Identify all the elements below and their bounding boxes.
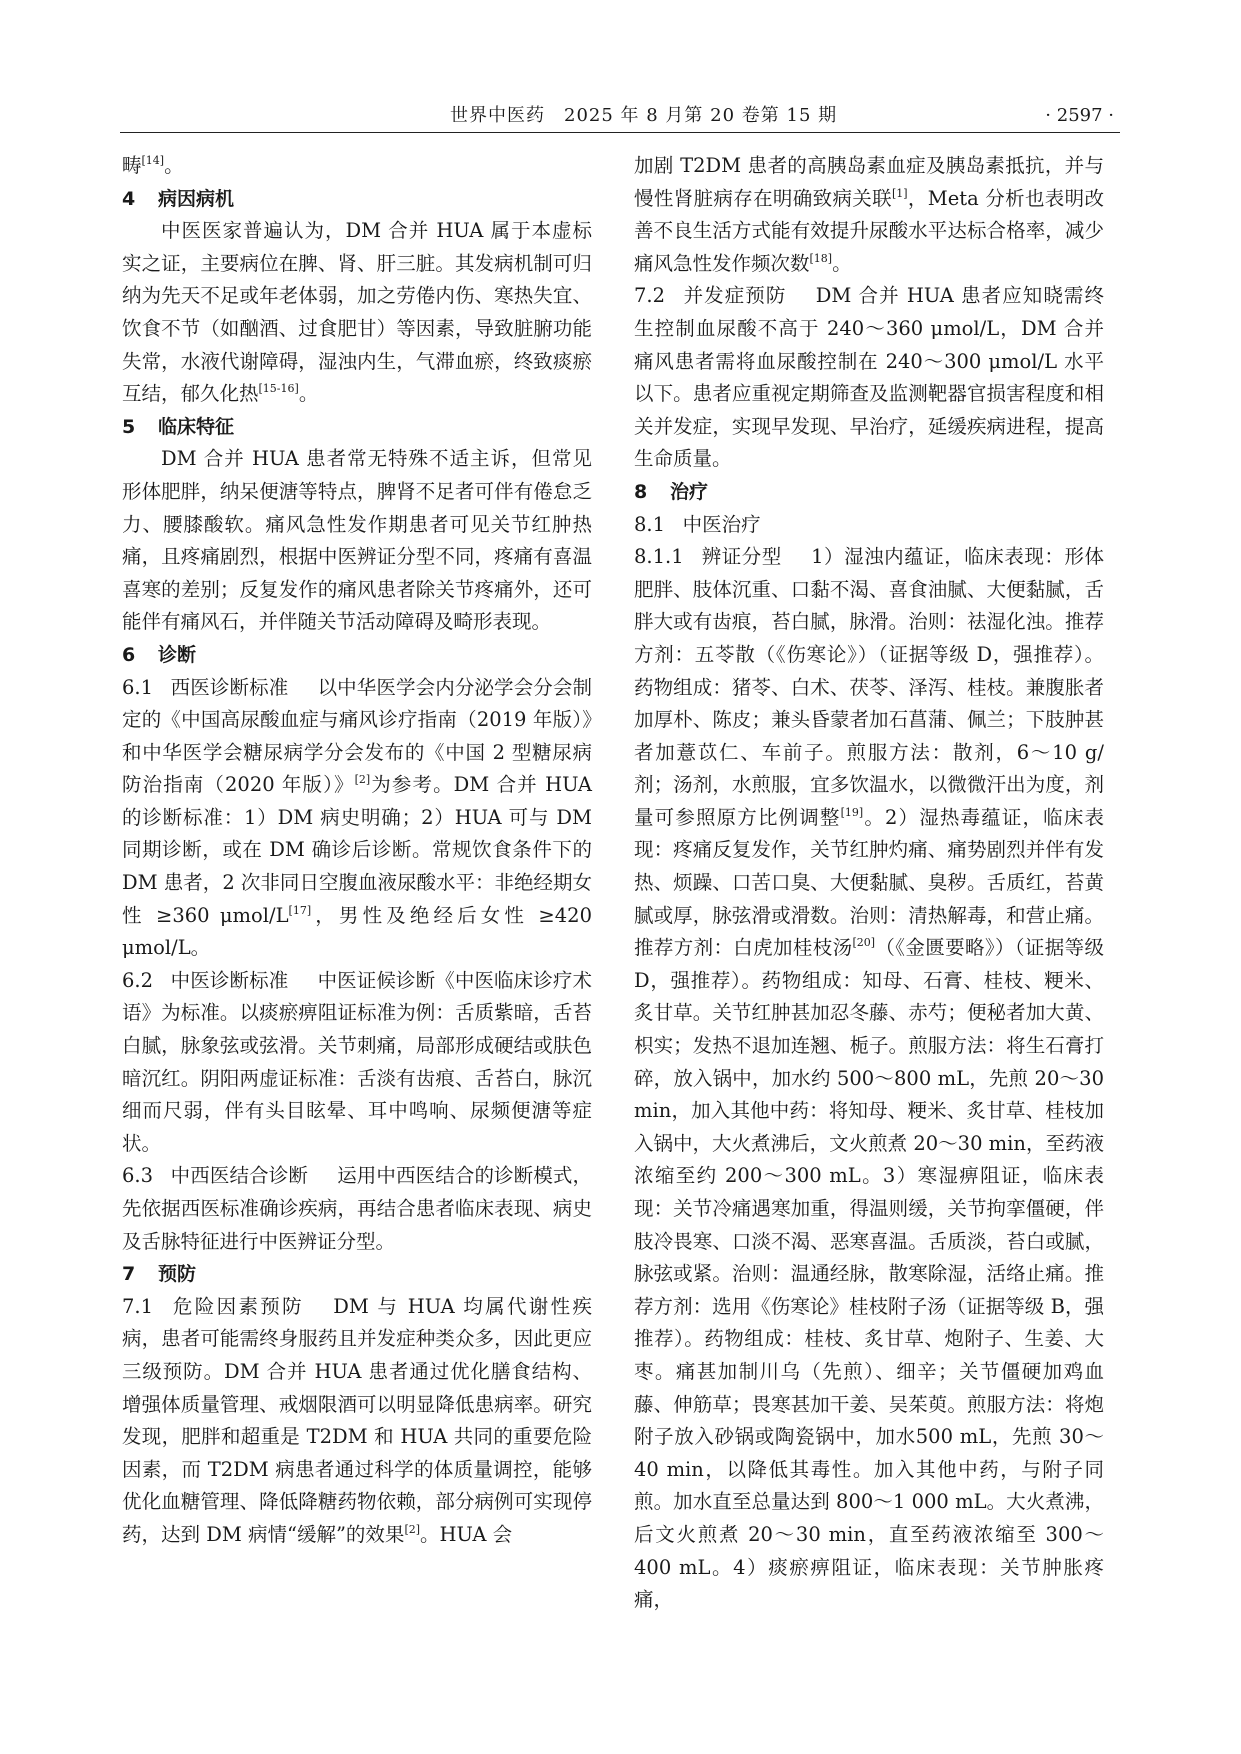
citation[interactable]: [15-16] (258, 382, 299, 396)
section-heading-4: 4 病因病机 (122, 187, 235, 210)
subsection-8-1: 8.1 中医治疗 (634, 512, 761, 536)
subsection-7-2: 7.2 并发症预防 DM 合并 HUA 患者应知晓需终生控制血尿酸不高于 240～360 μmol/L，DM 合并痛风患者需将血尿酸控制在 240～300 μmol/L 水平以下。患者应重视定期筛查及监测靶器官损害程度和相关并发症，实现早发现、早治疗，延缓疾病进程，提高生命质量。 (634, 284, 1104, 471)
section-heading-8: 8 治疗 (634, 480, 709, 503)
page-number: · 2597 · (1045, 105, 1114, 126)
paragraph-clinical-features: DM 合并 HUA 患者常无特殊不适主诉，但常见形体肥胖，纳呆便溏等特点，脾肾不足者可伴有倦怠乏力、腰膝酸软。痛风急性发作期患者可见关节红肿热痛，且疼痛剧烈，根据中医辨证分型不同，疼痛有喜温喜寒的差别；反复发作的痛风患者除关节疼痛外，还可能伴有痛风石，并伴随关节活动障碍及畸形表现。 (122, 447, 592, 634)
citation[interactable]: [20] (852, 936, 876, 950)
left-column (122, 150, 592, 1552)
citation[interactable]: [2] (354, 773, 371, 787)
citation[interactable]: [19] (840, 805, 864, 819)
subsection-6-1: 6.1 西医诊断标准 以中华医学会内分泌学会分会制定的《中国高尿酸血症与痛风诊疗指南（2019 年版）》和中华医学会糖尿病学分会发布的《中国 2 型糖尿病防治指南（2020 年版）》[2]为参考。DM 合并 HUA 的诊断标准：1）DM 病史明确；2）HUA 可与 DM 同期诊断，或在 DM 确诊后诊断。常规饮食条件下的 DM 患者，2 次非同日空腹血液尿酸水平：非绝经期女性 ≥360 μmol/L[17]，男性及绝经后女性 ≥420 μmol/L。 (122, 675, 592, 960)
subsection-7-1: 7.1 危险因素预防 DM 与 HUA 均属代谢性疾病，患者可能需终身服药且并发症种类众多，因此更应三级预防。DM 合并 HUA 患者通过优化膳食结构、增强体质量管理、戒烟限酒可以明显降低患病率。研究发现，肥胖和超重是 T2DM 和 HUA 共同的重要危险因素，而 T2DM 病患者通过科学的体质量调控，能够优化血糖管理、降低降糖药物依赖，部分病例可实现停药，达到 DM 病情“缓解”的效果[2]。HUA 会 (122, 1294, 592, 1546)
subsection-8-1-1: 8.1.1 辨证分型 1）湿浊内蕴证，临床表现：形体肥胖、肢体沉重、口黏不渴、喜食油腻、大便黏腻，舌胖大或有齿痕，苔白腻，脉滑。治则：祛湿化浊。推荐方剂：五苓散（《伤寒论》）（证据等级 D，强推荐）。药物组成：猪苓、白术、茯苓、泽泻、桂枝。兼腹胀者加厚朴、陈皮；兼头昏蒙者加石菖蒲、佩兰；下肢肿甚者加薏苡仁、车前子。煎服方法：散剂，6～10 g/剂；汤剂，水煎服，宜多饮温水，以微微汗出为度，剂量可参照原方比例调整[19]。2）湿热毒蕴证，临床表现：疼痛反复发作，关节红肿灼痛、痛势剧烈并伴有发热、烦躁、口苦口臭、大便黏腻、臭秽。舌质红，苔黄腻或厚，脉弦滑或滑数。治则：清热解毒，和营止痛。推荐方剂：白虎加桂枝汤[20]（《金匮要略》）（证据等级 D，强推荐）。药物组成：知母、石膏、桂枝、粳米、炙甘草。关节红肿甚加忍冬藤、赤芍；便秘者加大黄、枳实；发热不退加连翘、栀子。煎服方法：将生石膏打碎，放入锅中，加水约 500～800 mL，先煎 20～30 min，加入其他中药：将知母、粳米、炙甘草、桂枝加入锅中，大火煮沸后，文火煎煮 20～30 min，至药液浓缩至约 200～300 mL。3）寒湿痹阻证，临床表现：关节冷痛遇寒加重，得温则缓，关节拘挛僵硬，伴肢冷畏寒、口淡不渴、恶寒喜温。舌质淡，苔白或腻，脉弦或紧。治则：温通经脉，散寒除湿，活络止痛。推荐方剂：选用《伤寒论》桂枝附子汤（证据等级 B，强推荐）。药物组成：桂枝、炙甘草、炮附子、生姜、大枣。痛甚加制川乌（先煎）、细辛；关节僵硬加鸡血藤、伸筋草；畏寒甚加干姜、吴茱萸。煎服方法：将炮附子放入砂锅或陶瓷锅中，加水500 mL，先煎 30～40 min，以降低其毒性。加入其他中药，与附子同煎。加水直至总量达到 800～1 000 mL。大火煮沸，后文火煎煮 20～30 min，直至药液浓缩至 300～400 mL。4）痰瘀痹阻证，临床表现：关节肿胀疼痛， (634, 545, 1104, 1612)
paragraph-continued: 加剧 T2DM 患者的高胰岛素血症及胰岛素抵抗，并与慢性肾脏病存在明确致病关联[1]，Meta 分析也表明改善不良生活方式能有效提升尿酸水平达标合格率，减少痛风急性发作频次数[18]。 (634, 154, 1104, 275)
citation[interactable]: [2] (404, 1522, 421, 1536)
citation[interactable]: [14] (141, 154, 165, 167)
journal-info: 世界中医药 2025 年 8 月第 20 卷第 15 期 (450, 105, 838, 126)
section-heading-6: 6 诊断 (122, 643, 197, 666)
section-heading-5: 5 临床特征 (122, 415, 235, 438)
running-header (120, 100, 1120, 133)
citation[interactable]: [17] (288, 903, 312, 917)
citation[interactable]: [1] (891, 186, 908, 200)
citation[interactable]: [18] (809, 251, 833, 265)
section-heading-7: 7 预防 (122, 1263, 197, 1286)
subsection-6-3: 6.3 中西医结合诊断 运用中西医结合的诊断模式，先依据西医标准确诊疾病，再结合患者临床表现、病史及舌脉特征进行中医辨证分型。 (122, 1164, 592, 1253)
subsection-6-2: 6.2 中医诊断标准 中医证候诊断《中医临床诊疗术语》为标准。以痰瘀痹阻证标准为例：舌质紫暗，舌苔白腻，脉象弦或弦滑。关节刺痛，局部形成硬结或肤色暗沉红。阴阳两虚证标准：舌淡有齿痕、舌苔白，脉沉细而尺弱，伴有头目眩晕、耳中鸣响、尿频便溏等症状。 (122, 968, 592, 1155)
right-column (634, 150, 1104, 1617)
paragraph-etiology: 中医医家普遍认为，DM 合并 HUA 属于本虚标实之证，主要病位在脾、肾、肝三脏。其发病机制可归纳为先天不足或年老体弱，加之劳倦内伤、寒热失宜、饮食不节（如酗酒、过食肥甘）等因素，导致脏腑功能失常，水液代谢障碍，湿浊内生，气滞血瘀，终致痰瘀互结，郁久化热[15-16]。 (122, 219, 592, 406)
paragraph-continued: 畴[14]。 (122, 154, 184, 177)
